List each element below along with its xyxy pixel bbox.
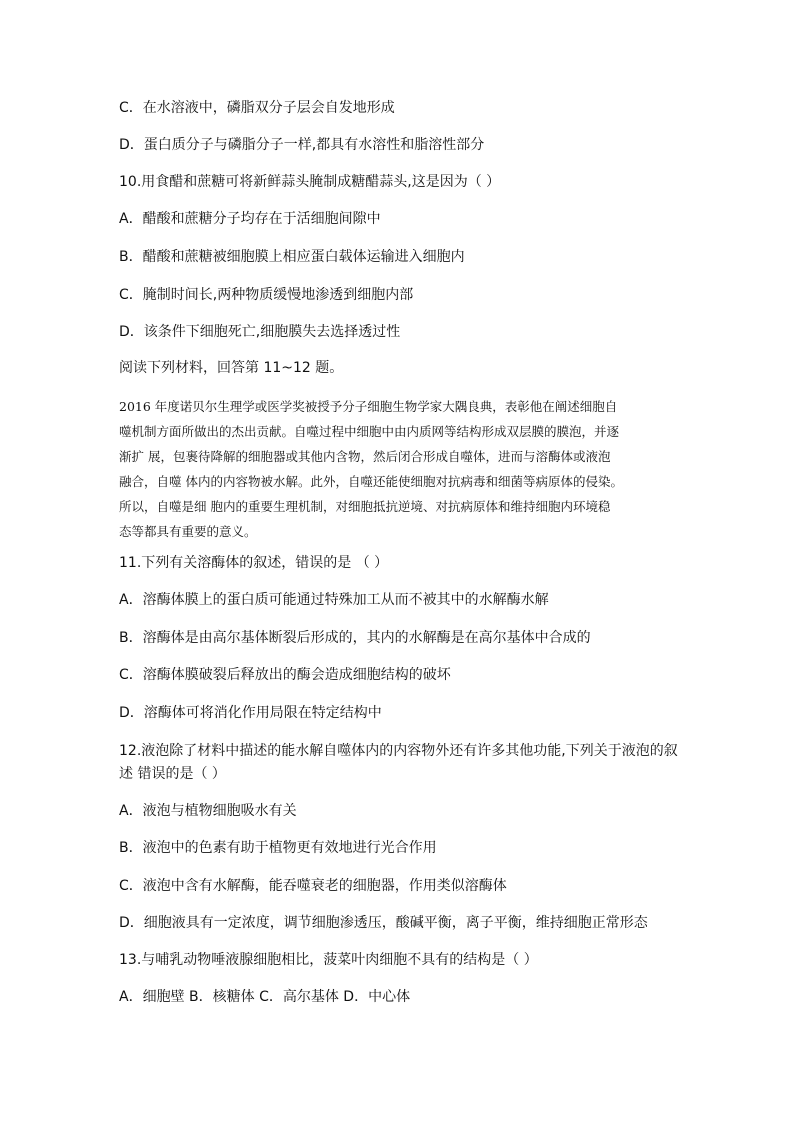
question-10: 10.用食醋和蔗糖可将新鲜蒜头腌制成糖醋蒜头,这是因为（ ）: [119, 174, 501, 190]
q12-option-d: D．细胞液具有一定浓度，调节细胞渗透压，酸碱平衡，离子平衡，维持细胞正常形态: [119, 915, 648, 931]
passage-line: 渐扩 展，包裹待降解的细胞器或其他内含物，然后闭合形成自噬体，进而与溶酶体或液泡: [119, 449, 611, 464]
q11-option-c: C．溶酶体膜破裂后释放出的酶会造成细胞结构的破坏: [119, 667, 451, 683]
option-d-prev: D．蛋白质分子与磷脂分子一样,都具有水溶性和脂溶性部分: [119, 137, 485, 153]
passage-line: 态等都具有重要的意义。: [119, 524, 257, 539]
reading-intro: 阅读下列材料，回答第 11~12 题。: [119, 360, 344, 376]
q11-option-b: B．溶酶体是由高尔基体断裂后形成的，其内的水解酶是在高尔基体中合成的: [119, 630, 591, 646]
q11-option-d: D．溶酶体可将消化作用局限在特定结构中: [119, 705, 382, 721]
q12-option-a: A．液泡与植物细胞吸水有关: [119, 803, 297, 819]
q10-option-d: D．该条件下细胞死亡,细胞膜失去选择透过性: [119, 324, 401, 340]
question-12-line2: 述 错误的是（ ）: [119, 766, 226, 782]
q12-option-c: C．液泡中含有水解酶，能吞噬衰老的细胞器，作用类似溶酶体: [119, 878, 507, 894]
reading-passage: [119, 394, 679, 544]
q10-option-a: A．醋酸和蔗糖分子均存在于活细胞间隙中: [119, 211, 381, 227]
passage-line: 2016 年度诺贝尔生理学或医学奖被授予分子细胞生物学家大隅良典，表彰他在阐述细胞自: [119, 399, 618, 414]
q10-option-c: C．腌制时间长,两种物质缓慢地渗透到细胞内部: [119, 287, 414, 303]
q12-option-b: B．液泡中的色素有助于植物更有效地进行光合作用: [119, 840, 437, 856]
q11-option-a: A．溶酶体膜上的蛋白质可能通过特殊加工从而不被其中的水解酶水解: [119, 592, 549, 608]
q13-options: A．细胞壁 B．核糖体 C．高尔基体 D．中心体: [119, 989, 411, 1005]
question-11: 11.下列有关溶酶体的叙述，错误的是 （ ）: [119, 555, 389, 571]
passage-line: 噬机制方面所做出的杰出贡献。自噬过程中细胞中由内质网等结构形成双层膜的膜泡，并逐: [119, 424, 620, 439]
option-c-prev: C．在水溶液中，磷脂双分子层会自发地形成: [119, 100, 395, 116]
passage-line: 融合，自噬 体内的内容物被水解。此外，自噬还能使细胞对抗病毒和细菌等病原体的侵染。: [119, 474, 623, 489]
passage-line: 所以，自噬是细 胞内的重要生理机制，对细胞抵抗逆境、对抗病原体和维持细胞内环境稳: [119, 499, 611, 514]
question-12-line1: 12.液泡除了材料中描述的能水解自噬体内的内容物外还有许多其他功能,下列关于液泡的叙: [119, 743, 678, 759]
question-13: 13.与哺乳动物唾液腺细胞相比，菠菜叶肉细胞不具有的结构是（ ）: [119, 952, 538, 968]
q10-option-b: B．醋酸和蔗糖被细胞膜上相应蛋白载体运输进入细胞内: [119, 249, 465, 265]
